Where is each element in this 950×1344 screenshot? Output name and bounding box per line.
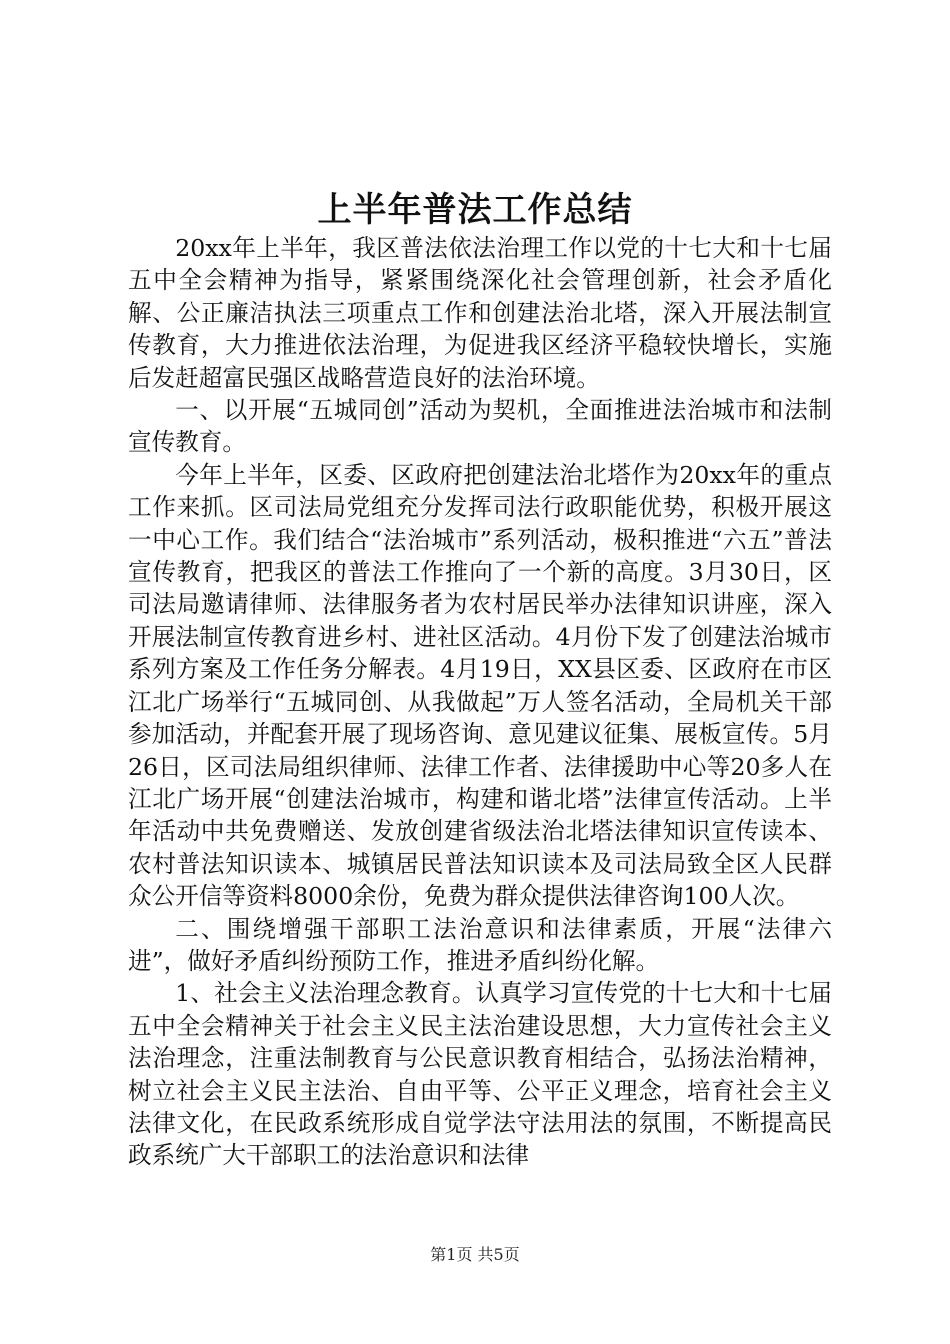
page-number-footer: 第1页 共5页 [430, 1245, 520, 1264]
paragraph-item-1: 1、社会主义法治理念教育。认真学习宣传党的十七大和十七届五中全会精神关于社会主义民主法治建设思想，大力宣传社会主义法治理念，注重法制教育与公民意识教育相结合，弘扬法治精神，树立社会主义民主法治、自由平等、公平正义理念，培育社会主义法律文化，在民政系统形成自觉学法守法用法的氛围，不断提高民政系统广大干部职工的法治意识和法律 [128, 979, 832, 1170]
document-body [128, 232, 832, 1172]
paragraph-section-1-heading: 一、以开展“五城同创”活动为契机，全面推进法治城市和法制宣传教育。 [128, 396, 832, 457]
paragraph-section-2-heading: 二、围绕增强干部职工法治意识和法律素质，开展“法律六进”，做好矛盾纠纷预防工作，推进矛盾纠纷化解。 [128, 914, 832, 975]
paragraph-intro: 20xx年上半年，我区普法依法治理工作以党的十七大和十七届五中全会精神为指导，紧紧围绕深化社会管理创新，社会矛盾化解、公正廉洁执法三项重点工作和创建法治北塔，深入开展法制宣传教育，大力推进依法治理，为促进我区经济平稳较快增长，实施后发赶超富民强区战略营造良好的法治环境。 [128, 234, 832, 392]
document-title: 上半年普法工作总结 [317, 190, 633, 230]
paragraph-section-1-body: 今年上半年，区委、区政府把创建法治北塔作为20xx年的重点工作来抓。区司法局党组充分发挥司法行政职能优势，积极开展这一中心工作。我们结合“法治城市”系列活动，极积推进“六五”普法宣传教育，把我区的普法工作推向了一个新的高度。3月30日，区司法局邀请律师、法律服务者为农村居民举办法律知识讲座，深入开展法制宣传教育进乡村、进社区活动。4月份下发了创建法治城市系列方案及工作任务分解表。4月19日，XX县区委、区政府在市区江北广场举行“五城同创、从我做起”万人签名活动，全局机关干部参加活动，并配套开展了现场咨询、意见建议征集、展板宣传。5月26日，区司法局组织律师、法律工作者、法律援助中心等20多人在江北广场开展“创建法治城市，构建和谐北塔”法律宣传活动。上半年活动中共免费赠送、发放创建省级法治北塔法律知识宣传读本、农村普法知识读本、城镇居民普法知识读本及司法局致全区人民群众公开信等资料8000余份，免费为群众提供法律咨询100人次。 [128, 460, 832, 911]
